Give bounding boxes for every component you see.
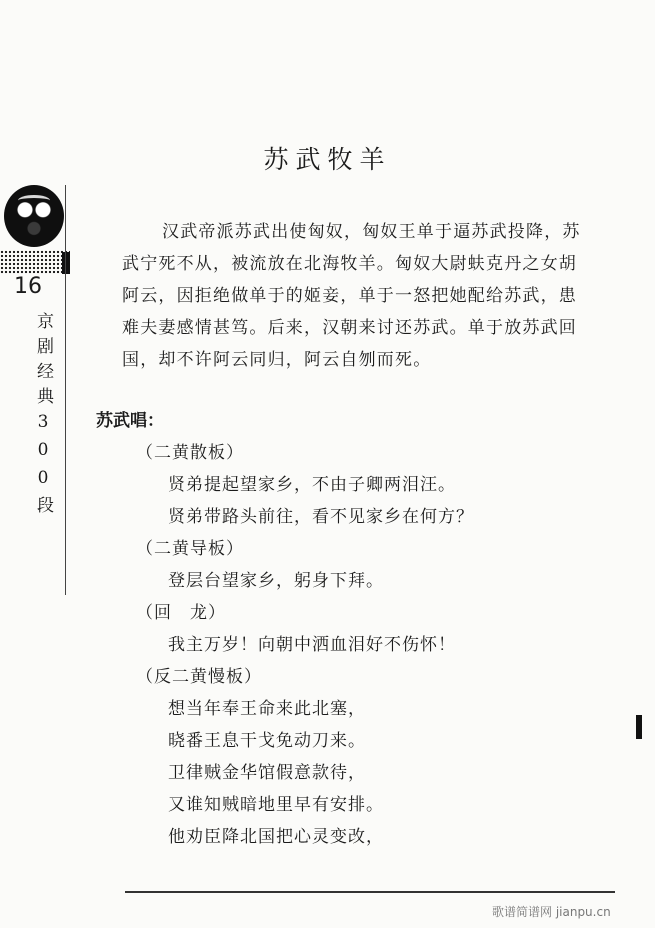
speaker-label: 苏武唱： (96, 411, 164, 431)
watermark: 歌谱简谱网 jianpu.cn (492, 905, 611, 919)
opera-mask-icon (4, 185, 64, 247)
halftone-band (0, 250, 70, 274)
bottom-rule (125, 891, 615, 893)
lyric-line: 贤弟带路头前往，看不见家乡在何方？ (168, 507, 474, 527)
piece-title: 苏武牧羊 (263, 145, 392, 174)
aria-tag: （二黄散板） (136, 443, 244, 463)
page-number: 16 (14, 274, 42, 299)
synopsis-paragraph: 汉武帝派苏武出使匈奴，匈奴王单于逼苏武投降，苏武宁死不从，被流放在北海牧羊。匈奴大尉蚨克丹之女胡阿云，因拒绝做单于的姬妾，单于一怒把她配给苏武，患难夫妻感情甚笃。后来，汉朝来讨还苏武。单于放苏武回国，却不许阿云同归，阿云自刎而死。 (122, 222, 581, 370)
lyric-line: 卫律贼金华馆假意款待， (168, 763, 366, 783)
lyric-line: 我主万岁！向朝中洒血泪好不伤怀！ (168, 635, 456, 655)
aria-tag: （二黄导板） (136, 539, 244, 559)
lyric-line: 想当年奉王命来此北塞， (168, 699, 366, 719)
aria-tag: （回 龙） (136, 603, 226, 623)
margin-rule (65, 185, 66, 595)
lyric-line: 他劝臣降北国把心灵变改， (168, 827, 384, 847)
lyric-line: 贤弟提起望家乡，不由子卿两泪汪。 (168, 475, 456, 495)
edge-mark (636, 715, 642, 739)
lyric-line: 晓番王息干戈免动刀来。 (168, 731, 366, 751)
aria-tag: （反二黄慢板） (136, 667, 262, 687)
margin-bar (62, 252, 70, 274)
lyric-line: 又谁知贼暗地里早有安排。 (168, 795, 384, 815)
series-title: 京剧经典300段 (33, 312, 53, 521)
lyric-line: 登层台望家乡，躬身下拜。 (168, 571, 384, 591)
